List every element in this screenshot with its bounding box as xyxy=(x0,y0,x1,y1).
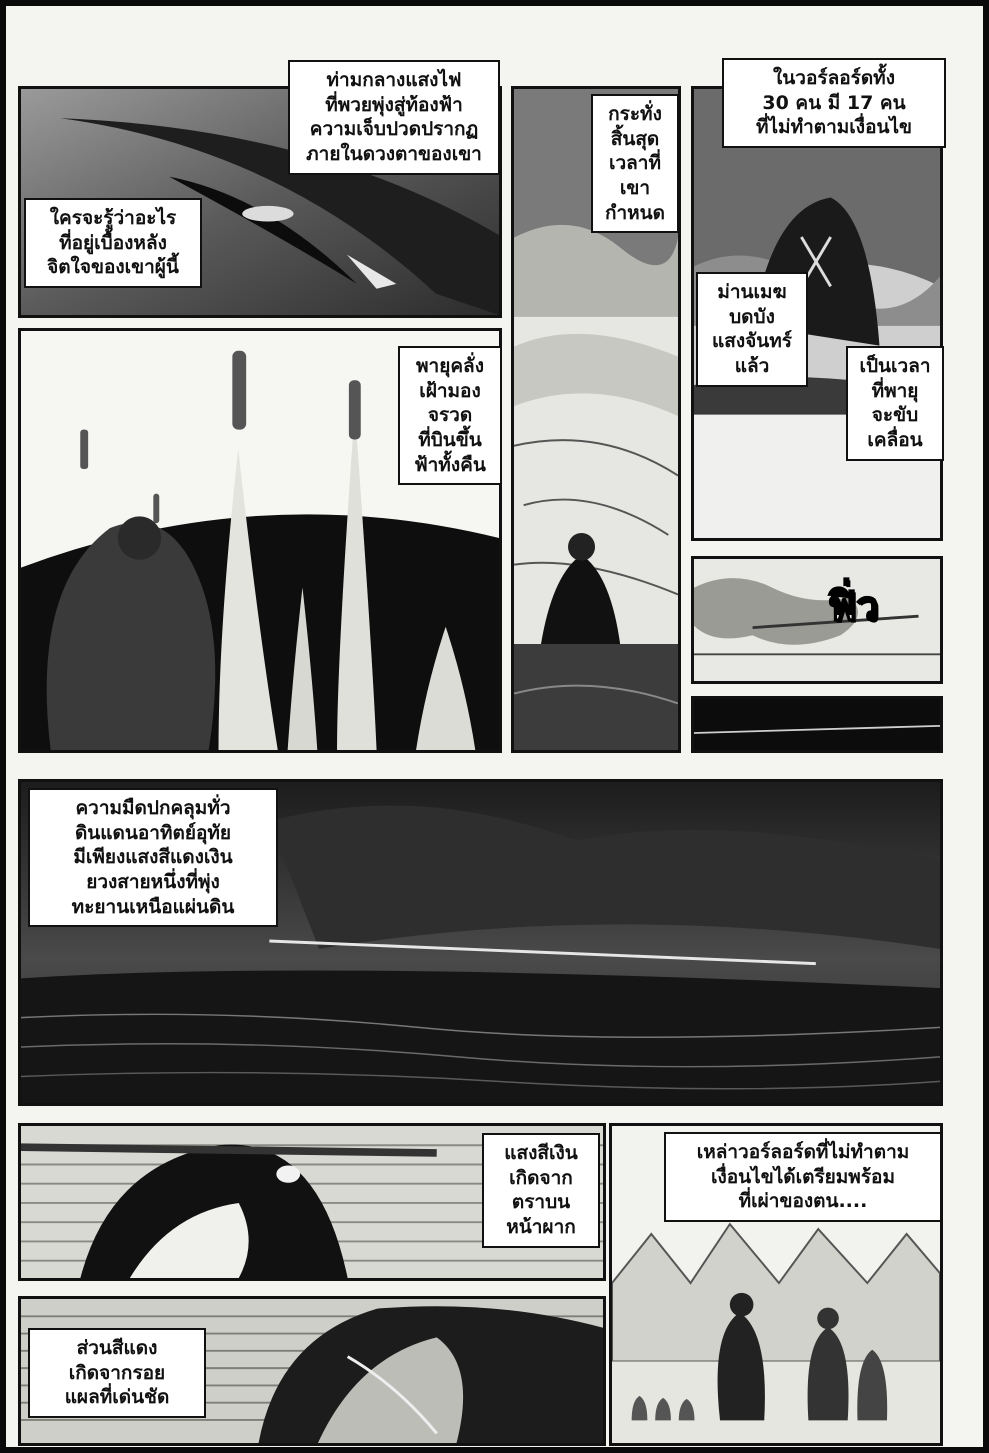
caption-red-scar: ส่วนสีแดง เกิดจากรอย แผลที่เด่นชัด xyxy=(28,1328,206,1418)
caption-who-knows: ใครจะรู้ว่าอะไร ที่อยู่เบื้องหลัง จิตใจของเขาผู้นี้ xyxy=(24,198,202,288)
manga-page xyxy=(6,6,983,1447)
caption-until-time: กระทั่ง สิ้นสุด เวลาที่ เขา กำหนด xyxy=(591,94,679,233)
dark-horizon-art xyxy=(694,699,940,750)
sfx-whoosh: ฟิ่ว xyxy=(828,584,879,630)
caption-warlords-ready: เหล่าวอร์ลอร์ดที่ไม่ทำตาม เงื่อนไขได้เตรียมพร้อม ที่เผ่าของตน.... xyxy=(664,1132,942,1222)
caption-darkness: ความมืดปกคลุมทั่ว ดินแดนอาทิตย์อุทัย มีเพียงแสงสีแดงเงิน ยวงสายหนึ่งที่พุ่ง ทะยานเหนือแผ่นดิน xyxy=(28,788,278,927)
whoosh-clouds-art xyxy=(694,559,940,681)
caption-clouds-moon: ม่านเมฆ บดบัง แสงจันทร์ แล้ว xyxy=(696,272,808,387)
caption-silver-light: แสงสีเงิน เกิดจาก ตราบน หน้าผาก xyxy=(482,1133,600,1248)
caption-storm-watch: พายุคลั่ง เฝ้ามอง จรวด ที่บินขึ้น ฟ้าทั้งคืน xyxy=(398,346,502,485)
caption-fire-sky: ท่ามกลางแสงไฟ ที่พวยพุ่งสู่ท้องฟ้า ความเจ็บปวดปรากฏ ภายในดวงตาของเขา xyxy=(288,60,500,175)
caption-warlords-count: ในวอร์ลอร์ดทั้ง 30 คน มี 17 คน ที่ไม่ทำตามเงื่อนไข xyxy=(722,58,946,148)
panel-whoosh-clouds xyxy=(691,556,943,684)
panel-dark-horizon xyxy=(691,696,943,753)
caption-storm-time: เป็นเวลา ที่พายุ จะขับ เคลื่อน xyxy=(846,346,944,461)
